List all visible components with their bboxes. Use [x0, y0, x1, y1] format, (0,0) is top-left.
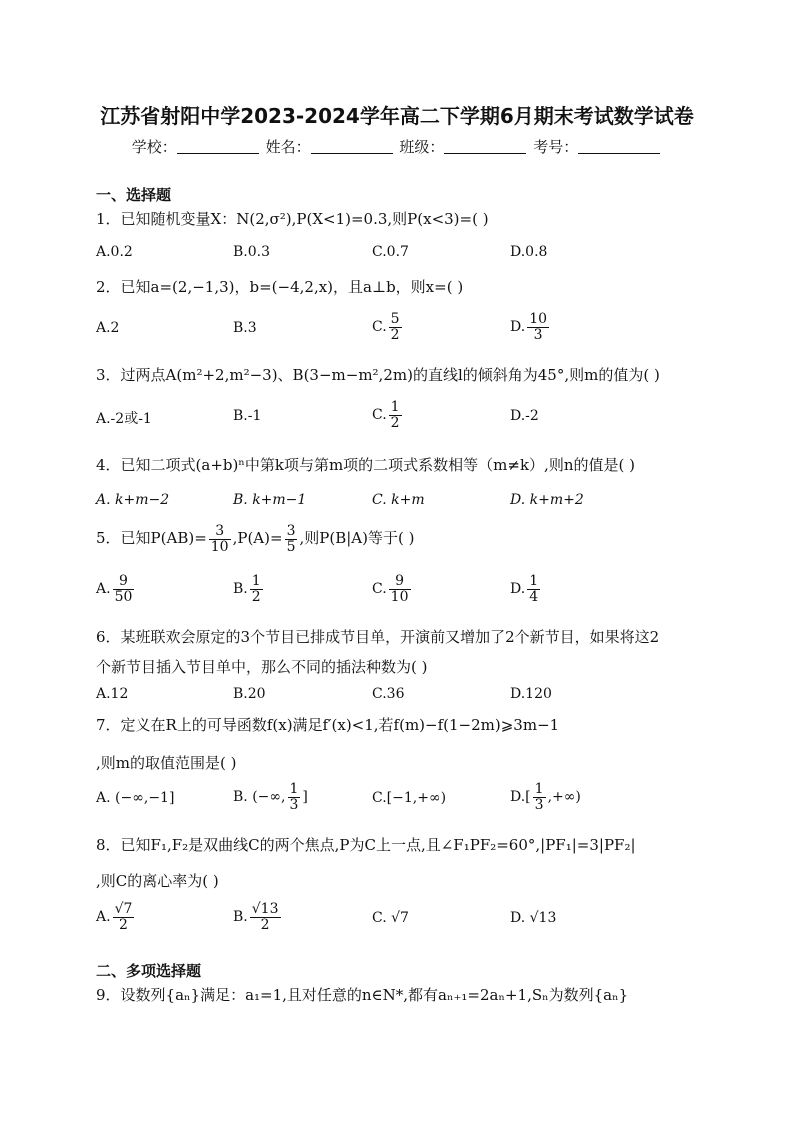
- question-7-line-2: ,则m的取值范围是( ): [96, 754, 237, 772]
- fraction: [389, 400, 402, 430]
- option-c[interactable]: C.36: [372, 686, 405, 702]
- option-a[interactable]: [96, 574, 136, 604]
- option-b[interactable]: B.-1: [233, 408, 262, 424]
- class-blank[interactable]: [444, 139, 526, 154]
- denominator: 2: [260, 916, 270, 933]
- option-d[interactable]: [510, 574, 542, 604]
- option-a[interactable]: A.0.2: [96, 244, 133, 260]
- options-8: [96, 902, 696, 942]
- denominator: 3: [289, 796, 299, 813]
- option-d[interactable]: [510, 312, 551, 342]
- options-2: [96, 312, 696, 352]
- fraction: [113, 574, 135, 604]
- option-b[interactable]: [233, 574, 265, 604]
- fraction: [389, 574, 411, 604]
- option-c-label: C.: [372, 407, 387, 424]
- option-b-label: B. (−∞,: [233, 789, 286, 806]
- question-6-line-2: 个新节目插入节目单中，那么不同的插法种数为( ): [96, 658, 428, 676]
- option-b-label: B.: [233, 581, 248, 598]
- question-7-line-1: 7．定义在R上的可导函数f(x)满足f′(x)<1,若f(m)−f(1−2m)⩾3m−1: [96, 716, 560, 734]
- option-c-label: C.: [372, 319, 387, 336]
- question-5: [96, 524, 414, 554]
- denominator: 10: [390, 588, 409, 605]
- fraction: [250, 574, 263, 604]
- option-a[interactable]: A.12: [96, 686, 129, 702]
- numerator: 5: [390, 311, 400, 327]
- denominator: 2: [390, 326, 400, 343]
- section-heading-multi: 二、多项选择题: [96, 962, 202, 980]
- options-7: [96, 782, 696, 822]
- option-b[interactable]: [233, 902, 283, 932]
- option-d[interactable]: [510, 782, 581, 812]
- denominator: 2: [390, 414, 400, 431]
- question-4: 4．已知二项式(a+b)ⁿ中第k项与第m项的二项式系数相等（m≠k）,则n的值是( ): [96, 456, 635, 474]
- denominator: 3: [534, 796, 544, 813]
- exam-number-blank[interactable]: [578, 139, 660, 154]
- option-b[interactable]: B.3: [233, 320, 257, 336]
- option-d-tail: ,+∞): [547, 789, 581, 806]
- numerator: 3: [286, 523, 296, 539]
- option-d[interactable]: D. √13: [510, 910, 557, 926]
- school-blank[interactable]: [177, 139, 259, 154]
- question-1: 1．已知随机变量X：N(2,σ²),P(X<1)=0.3,则P(x<3)=( ): [96, 210, 489, 228]
- fraction: [288, 782, 301, 812]
- name-label: 姓名：: [265, 138, 311, 156]
- section-heading-single: 一、选择题: [96, 186, 172, 204]
- option-d-label: D.: [510, 319, 526, 336]
- numerator: 1: [390, 399, 400, 415]
- option-a[interactable]: A. k+m−2: [96, 492, 170, 508]
- option-b[interactable]: B.0.3: [233, 244, 271, 260]
- option-d[interactable]: D.0.8: [510, 244, 548, 260]
- option-c[interactable]: [372, 400, 404, 430]
- denominator: 50: [114, 588, 133, 605]
- denominator: 2: [119, 916, 128, 933]
- numerator: 9: [389, 574, 411, 590]
- option-a-label: A.: [96, 581, 111, 598]
- options-5: [96, 574, 696, 614]
- option-b[interactable]: [233, 782, 308, 812]
- class-label: 班级：: [399, 138, 445, 156]
- question-5-part-b: ,P(A)=: [232, 529, 283, 548]
- option-c[interactable]: C.[−1,+∞): [372, 790, 447, 806]
- numerator: 3: [209, 524, 231, 540]
- option-c[interactable]: [372, 574, 413, 604]
- exam-number-label: 考号：: [533, 138, 579, 156]
- option-c[interactable]: C.0.7: [372, 244, 409, 260]
- option-d-label: D.[: [510, 789, 531, 806]
- numerator: 1: [529, 573, 539, 589]
- question-6-line-1: 6．某班联欢会原定的3个节目已排成节目单，开演前又增加了2个新节目，如果将这2: [96, 628, 660, 646]
- numerator: √7: [114, 901, 133, 917]
- denominator: 5: [286, 538, 296, 555]
- option-c[interactable]: C. k+m: [372, 492, 425, 508]
- question-2: 2．已知a=(2,−1,3)，b=(−4,2,x)，且a⊥b，则x=( ): [96, 278, 464, 296]
- option-d[interactable]: D.120: [510, 686, 552, 702]
- option-a[interactable]: [96, 902, 136, 932]
- fraction: [389, 312, 402, 342]
- numerator: 1: [251, 573, 261, 589]
- fraction: [209, 524, 231, 554]
- option-a[interactable]: A. (−∞,−1]: [96, 790, 175, 806]
- name-blank[interactable]: [311, 139, 393, 154]
- option-b[interactable]: B. k+m−1: [233, 492, 307, 508]
- fraction: [285, 524, 298, 554]
- denominator: 3: [533, 326, 543, 343]
- fraction: [113, 902, 135, 932]
- numerator: 1: [534, 781, 544, 797]
- question-3: 3．过两点A(m²+2,m²−3)、B(3−m−m²,2m)的直线l的倾斜角为45°,则m的值为( ): [96, 366, 660, 384]
- option-b-tail: ]: [302, 789, 308, 806]
- exam-title: 江苏省射阳中学2023-2024学年高二下学期6月期末考试数学试卷: [100, 104, 694, 128]
- option-a[interactable]: A.-2或-1: [96, 411, 152, 427]
- question-5-part-a: 5．已知P(AB)=: [96, 529, 207, 548]
- option-d[interactable]: D.-2: [510, 408, 539, 424]
- student-info-line: [0, 136, 794, 157]
- option-d[interactable]: D. k+m+2: [510, 492, 584, 508]
- question-8-line-1: 8．已知F₁,F₂是双曲线C的两个焦点,P为C上一点,且∠F₁PF₂=60°,|PF₁|=3|PF₂|: [96, 836, 636, 854]
- options-3: [96, 400, 696, 440]
- question-9: 9．设数列{aₙ}满足：a₁=1,且对任意的n∈N*,都有aₙ₊₁=2aₙ+1,Sₙ为数列{aₙ}: [96, 986, 629, 1004]
- option-d-label: D.: [510, 581, 526, 598]
- denominator: 4: [529, 588, 539, 605]
- option-a[interactable]: A.2: [96, 320, 120, 336]
- numerator: √13: [251, 901, 279, 917]
- question-8-line-2: ,则C的离心率为( ): [96, 872, 219, 890]
- denominator: 2: [251, 588, 261, 605]
- fraction: [527, 574, 540, 604]
- fraction: [250, 902, 281, 932]
- denominator: 10: [210, 538, 229, 555]
- option-c-label: C.: [372, 581, 387, 598]
- school-label: 学校：: [131, 138, 177, 156]
- option-c[interactable]: [372, 312, 404, 342]
- numerator: 10: [529, 311, 548, 327]
- option-c[interactable]: C. √7: [372, 910, 409, 926]
- option-a-label: A.: [96, 909, 111, 926]
- option-b-label: B.: [233, 909, 248, 926]
- option-b[interactable]: B.20: [233, 686, 266, 702]
- fraction: [527, 312, 549, 342]
- question-5-part-c: ,则P(B|A)等于( ): [299, 529, 415, 548]
- fraction: [533, 782, 546, 812]
- numerator: 1: [289, 781, 299, 797]
- numerator: 9: [113, 574, 135, 590]
